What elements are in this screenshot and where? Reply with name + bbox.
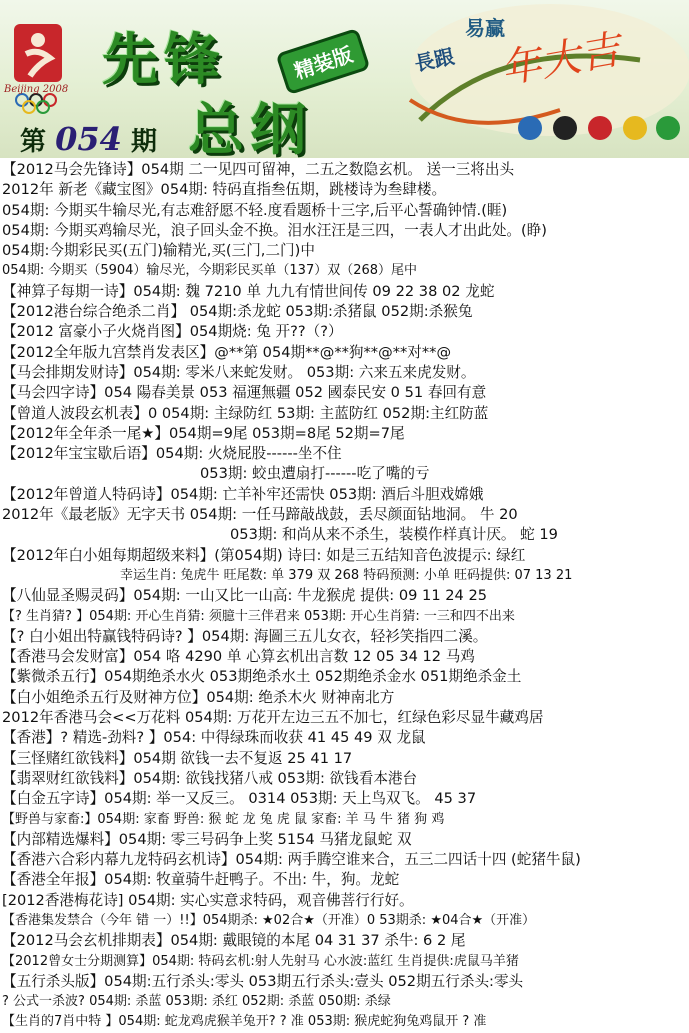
text-line: 【八仙显圣赐灵码】054期: 一山又比一山高: 牛龙猴虎 提供: 09 11 24 25 [2, 587, 488, 605]
banner-changyue: 長跟 [412, 44, 457, 76]
text-line: 【马会排期发财诗】054期: 零米八来蛇发财。 053期: 六来五来虎发财。 [2, 363, 476, 381]
text-line: 【三怪赌红欲钱料】054期 欲钱一去不复返 25 41 17 [2, 749, 353, 767]
text-line: 【? 白小姐出特赢钱特码诗? 】054期: 海圖三五儿女衣，轻衫笑指四二溪。 [2, 627, 488, 645]
text-line: 【香港马会发财富】054 咯 4290 单 心算玄机出言数 12 05 34 12 马鸡 [2, 648, 475, 666]
text-line: 053期: 蛟虫遭扇打------吃了嘴的亏 [200, 465, 430, 483]
issue-number [20, 120, 157, 158]
banner-new-year: 年大吉 [497, 26, 624, 94]
banner-mid-text: 易赢 [465, 16, 505, 40]
text-line: 【曾道人波段玄机表】0 054期: 主绿防红 53期: 主蓝防红 052期:主红防蓝 [2, 404, 489, 422]
text-line: 【2012马会玄机排期表】054期: 戴眼镜的本尾 04 31 37 杀牛: 6 2 尾 [2, 932, 466, 950]
issue-prefix: 第 [20, 127, 47, 157]
title-bottom: 总纲 [188, 98, 312, 158]
text-line: ? 公式一杀波? 054期: 杀蓝 053期: 杀红 052期: 杀蓝 050期: 杀绿 [2, 994, 391, 1010]
text-line: 【香港】? 精选-劲料? 】054: 中得绿珠而收获 41 45 49 双 龙鼠 [2, 729, 426, 747]
text-line: 【五行杀头版】054期:五行杀头:零头 053期五行杀头:壹头 052期五行杀头:零头 [2, 972, 524, 990]
text-line: 【神算子每期一诗】054期: 魏 7210 单 九九有情世间传 09 22 38 02 龙蛇 [2, 282, 495, 300]
text-line: 054期: 今期买牛输尽光,有志难舒愿不轻.度看题桥十三字,后平心誓确钟情.(睚) [2, 201, 508, 219]
text-line: 【2012马会先锋诗】054期 二一见四可留神，二五之数隐玄机。 送一三将出头 [2, 161, 515, 178]
text-line: 【香港全年报】054期: 牧童骑牛赶鸭子。不出: 牛，狗。龙蛇 [2, 871, 400, 889]
text-line: 【翡翠财红欲钱料】054期: 欲钱找猪八戒 053期: 欲钱看本港台 [2, 769, 418, 787]
edition-badge: 精装版 [275, 28, 370, 95]
text-line: 【马会四字诗】054 陽春美景 053 福運無疆 052 國泰民安 0 51 春回有意 [2, 384, 487, 402]
text-line: 054期:今期彩民买(五门)输精光,买(三门,二门)中 [2, 242, 315, 260]
text-line: 【2012年曾道人特码诗】054期: 亡羊补牢还需快 053期: 酒后斗胆戏嫦娥 [2, 485, 484, 503]
text-line: 【2012年全年杀一尾★】054期=9尾 053期=8尾 52期=7尾 [2, 424, 405, 442]
beijing-caption: Beijing 2008 [4, 84, 69, 95]
text-line: 【紫微杀五行】054期绝杀水火 053期绝杀水土 052期绝杀金水 051期绝杀金土 [2, 668, 522, 686]
title-top: 先锋 [102, 28, 226, 93]
issue-num: 054 [55, 120, 122, 158]
text-line: 【白金五字诗】054期: 举一又反三。 0314 053期: 天上鸟双飞。 45 37 [2, 790, 477, 808]
beijing-2008-logo [8, 20, 72, 116]
text-line: 【2012全年版九宫禁肖发表区】@**第 054期**@**狗**@**对**@ [2, 343, 452, 361]
issue-suffix: 期 [130, 127, 157, 157]
text-line: 2012年 新老《藏宝图》054期: 特码直指叁伍期，跳楼诗为叁肆楼。 [2, 181, 447, 199]
text-line: 【2012 富豪小子火烧肖图】054期烧: 兔 开??（?） [2, 323, 343, 341]
text-line: 【2012港台综合绝杀二肖】 054期:杀龙蛇 053期:杀猪鼠 052期:杀猴兔 [2, 303, 473, 321]
text-line: 054期: 今期买（5904）输尽光，今期彩民买单（137）双（268）尾中 [2, 263, 418, 279]
header-banner [0, 0, 689, 158]
text-line: 【2012曾女士分期测算】054期: 特码玄机:射人先射马 心水波:蓝红 生肖提供:虎鼠马羊猪 [2, 953, 519, 969]
text-line: 053期: 和尚从来不杀生，装模作样真计厌。 蛇 19 [230, 526, 558, 544]
text-line: 【野兽与家畜:】054期: 家畜 野兽: 猴 蛇 龙 兔 虎 鼠 家畜: 羊 马 牛 猪 狗 鸡 [2, 811, 445, 827]
text-line: 【白小姐绝杀五行及财神方位】054期: 绝杀木火 财神南北方 [2, 688, 395, 706]
prediction-list [0, 160, 689, 1033]
text-line: 054期: 今期买鸡输尽光，浪子回头金不换。泪水汪汪是三四，一表人才出此处。(睁) [2, 221, 547, 239]
text-line: 【内部精选爆料】054期: 零三号码争上奖 5154 马猪龙鼠蛇 双 [2, 830, 412, 848]
text-line: 幸运生肖: 兔虎牛 旺尾数: 单 379 双 268 特码预测: 小单 旺码提供: 07 13 21 [120, 567, 573, 583]
text-line: 【2012年白小姐每期超级来料】(第054期) 诗曰: 如是三五结知音色波提示: 绿红 [2, 546, 526, 564]
text-line: 2012年《最老版》无字天书 054期: 一任马蹄敲战鼓，丢尽颜面钻地洞。 牛 20 [2, 506, 518, 524]
text-line: 【香港集发禁合（今年 错 一）!!】054期杀: ★02合★（开准）0 53期杀: ★04合★（开准） [2, 912, 536, 928]
text-line: 【? 生肖猜? 】054期: 开心生肖猜: 须臆十三伴君来 053期: 开心生肖猜: 一三和四不出来 [2, 608, 515, 624]
text-line: 【香港六合彩内幕九龙特码玄机诗】054期: 两手腾空谁来合，五三二四话十四 (蛇猪牛鼠) [2, 851, 581, 869]
text-line: 2012年香港马会<<万花料 054期: 万花开左边三五不加七，红绿色彩尽显牛藏鸡居 [2, 709, 544, 727]
text-line: 【生肖的7肖中特 】054期: 蛇龙鸡虎猴羊兔开? ? 准 053期: 猴虎蛇狗兔鸡鼠开 ? 准 [2, 1014, 487, 1030]
text-line: 【2012年宝宝歇后语】054期: 火烧屁股------坐不住 [2, 445, 342, 463]
text-line: [2012香港梅花诗] 054期: 实心实意求特码，观音佛菩行行好。 [2, 891, 414, 909]
